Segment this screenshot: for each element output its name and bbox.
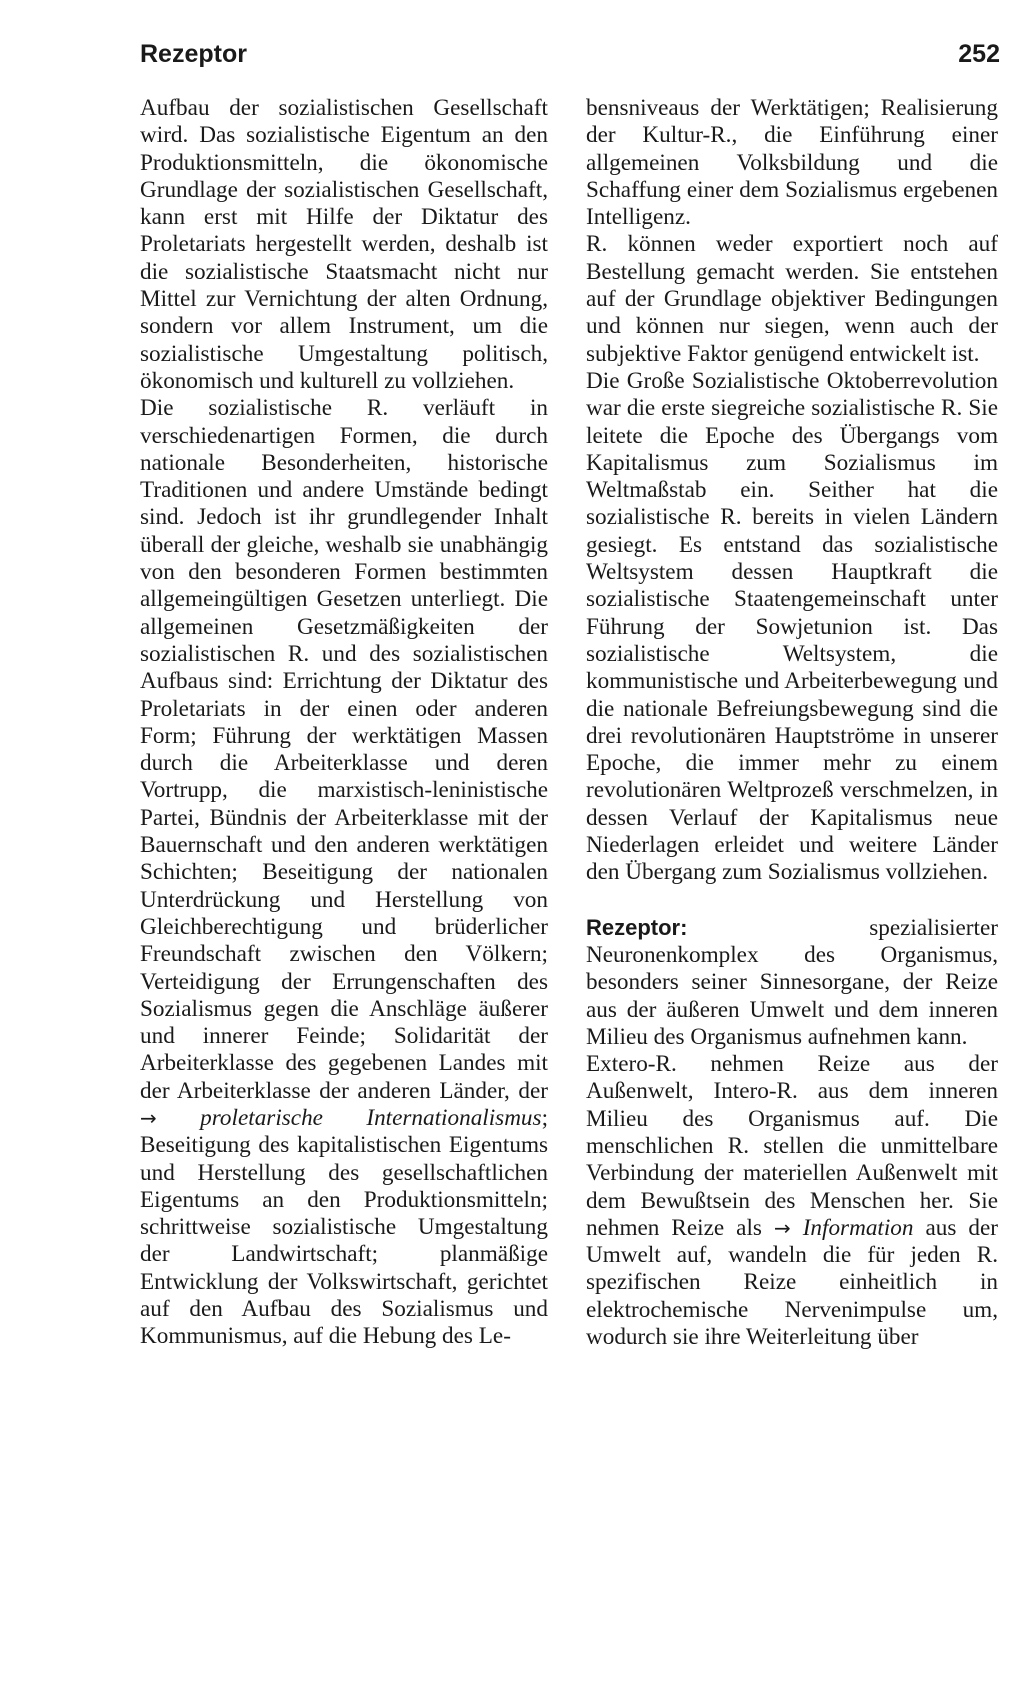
- cross-reference-link[interactable]: Information: [802, 1214, 914, 1241]
- running-head: Rezeptor: [140, 40, 247, 68]
- paragraph: Aufbau der sozialistischen Gesellschaft wird. Das sozialistische Eigentum an den Produktionsmitteln, die ökonomische Grundlage der sozialistischen Gesellschaft, kann erst mit Hilfe der Diktatur des Proletariats hergestellt werden, deshalb ist die sozialistische Staatsmacht nicht nur Mittel zur Vernichtung der alten Ordnung, sondern vor allem Instrument, um die sozialistische Umgestaltung politisch, ökonomisch und kulturell zu vollziehen.: [140, 95, 548, 394]
- entry-definition: spezialisierter Neuronenkomplex des Organismus, besonders seiner Sinnesorgane, der Reize aus der äußeren Umwelt und dem inneren Milieu des Organismus aufnehmen kann.: [586, 914, 998, 1050]
- entry-headword: Rezeptor:: [586, 914, 688, 940]
- paragraph: R. können weder exportiert noch auf Bestellung gemacht werden. Sie entstehen auf der Grundlage objektiver Bedingungen und können nur siegen, wenn auch der subjektive Faktor genügend entwickelt ist.: [586, 231, 998, 367]
- arrow-right-icon: →: [140, 1105, 157, 1130]
- paragraph: Die Große Sozialistische Oktoberrevolution war die erste siegreiche sozialistische R. Sie leitete die Epoche des Übergangs vom Kapitalismus zum Sozialismus im Weltmaßstab ein. Seither hat die sozialistische R. bereits in vielen Ländern gesiegt. Es entstand das sozialistische Weltsystem dessen Hauptkraft die sozialistische Staatengemeinschaft unter Führung der Sowjetunion ist. Das sozialistische Weltsystem, die kommunistische und Arbeiterbewegung und die nationale Befreiungsbewegung sind die drei revolutionären Hauptströme in unserer Epoche, die immer mehr zu einem revolutionären Weltprozeß verschmelzen, in dessen Verlauf der Kapitalismus neue Niederlagen erleidet und weitere Länder den Übergang zum Sozialismus vollziehen.: [586, 367, 998, 886]
- paragraph-text: aus der Umwelt auf, wandeln die für jeden R. spezifischen Reize einheitlich in elektrochemische Nervenimpulse um, wodurch sie ihre Weiterleitung über: [586, 1214, 999, 1351]
- left-column: [140, 95, 548, 1351]
- paragraph-text: Extero-R. nehmen Reize aus der Außenwelt, Intero-R. aus dem inneren Milieu des Organismus auf. Die menschlichen R. stellen die unmittelbare Verbindung der materiellen Außenwelt mit dem Bewußtsein des Menschen her. Sie nehmen Reize als: [586, 1051, 998, 1241]
- paragraph: bensniveaus der Werktätigen; Realisierung der Kultur-R., die Einführung einer allgemeinen Volksbildung und die Schaffung einer dem Sozialismus ergebenen Intelligenz.: [586, 95, 998, 231]
- arrow-right-icon: →: [773, 1215, 791, 1240]
- paragraph-text: Die sozialistische R. verläuft in verschiedenartigen Formen, die durch nationale Besonderheiten, historische Traditionen und andere Umstände bedingt sind. Jedoch ist ihr grundlegender Inhalt überall der gleiche, weshalb sie unabhängig von den besonderen Formen bestimmten allgemeingültigen Gesetzen unterliegt. Die allgemeinen Gesetzmäßigkeiten der sozialistischen R. und des sozialistischen Aufbaus sind: Errichtung der Diktatur des Proletariats in der einen oder anderen Form; Führung der werktätigen Massen durch die Arbeiterklasse und deren Vortrupp, die marxistisch-leninistische Partei, Bündnis der Arbeiterklasse mit der Bauernschaft und den anderen werktätigen Schichten; Beseitigung der nationalen Unterdrückung und Herstellung von Gleichberechtigung und brüderlicher Freundschaft zwischen den Völkern; Verteidigung der Errungenschaften des Sozialismus gegen die Anschläge äußerer und innerer Feinde; Solidarität der Arbeiterklasse des gegebenen Landes mit der Arbeiterklasse der anderen Länder, der: [140, 395, 548, 1104]
- right-column: [586, 95, 998, 1351]
- paragraph: [586, 1051, 998, 1351]
- page-header: [140, 40, 1000, 80]
- cross-reference-link[interactable]: proletarische Internationalismus: [200, 1104, 542, 1131]
- dictionary-entry: [586, 914, 998, 1051]
- paragraph: [140, 395, 548, 1350]
- paragraph-text: ; Beseitigung des kapitalistischen Eigentums und Herstellung des gesellschaftlichen Eigentums an den Produktionsmitteln; schrittweise sozialistische Umgestaltung der Landwirtschaft; planmäßige Entwicklung der Volkswirtschaft, gerichtet auf den Aufbau des Sozialismus und Kommunismus, auf die Hebung des Le-: [140, 1104, 549, 1350]
- page-number: 252: [958, 40, 1000, 68]
